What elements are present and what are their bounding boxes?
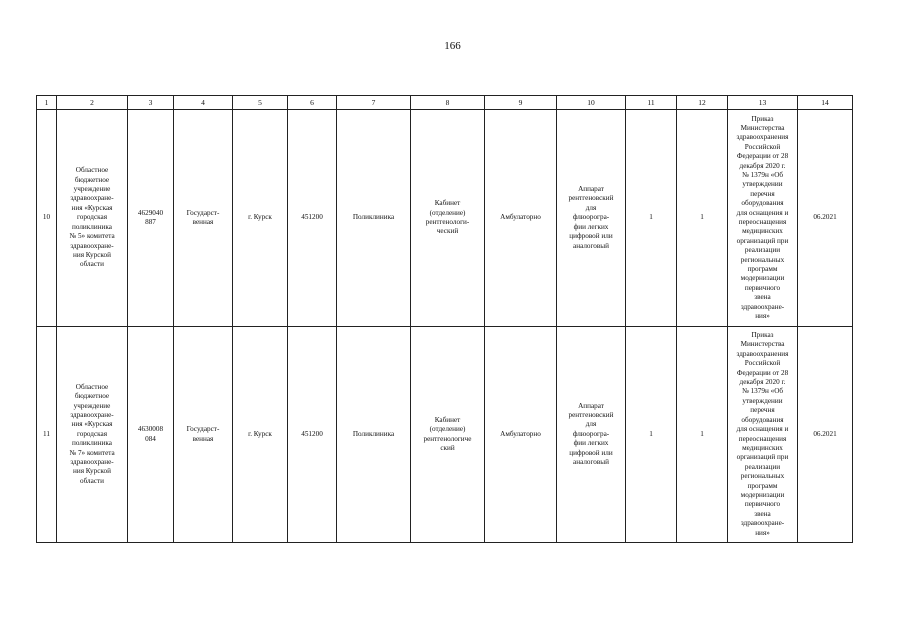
city-cell: г. Курск bbox=[233, 110, 288, 327]
quantity-cell: 1 bbox=[626, 110, 677, 327]
column-header: 12 bbox=[677, 96, 728, 110]
department-cell: Кабинет (отделение) рентгенологиче ский bbox=[411, 327, 485, 543]
date-cell: 06.2021 bbox=[798, 110, 853, 327]
column-header: 5 bbox=[233, 96, 288, 110]
legal-basis-cell: Приказ Министерства здравоохранения Российской Федерации от 28 декабря 2020 г. № 1379н «Об утверждении перечня оборудования для оснащения и переоснащения медицинских организаций при реализации региональных программ модернизации первичного звена здравоохране- ния» bbox=[728, 327, 798, 543]
column-header: 2 bbox=[57, 96, 128, 110]
equipment-cell: Аппарат рентгеновский для флюорогра- фии легких цифровой или аналоговый bbox=[557, 327, 626, 543]
column-header: 3 bbox=[128, 96, 174, 110]
facility-type-cell: Поликлиника bbox=[337, 110, 411, 327]
column-header: 4 bbox=[174, 96, 233, 110]
column-header: 1 bbox=[37, 96, 57, 110]
organization-name: Областное бюджетное учреждение здравоохране- ния «Курская городская поликлиника № 5» комитета здравоохране- ния Курской области bbox=[57, 110, 128, 327]
equipment-cell: Аппарат рентгеновский для флюорогра- фии легких цифровой или аналоговый bbox=[557, 110, 626, 327]
column-header: 8 bbox=[411, 96, 485, 110]
organization-name: Областное бюджетное учреждение здравоохране- ния «Курская городская поликлиника № 7» комитета здравоохране- ния Курской области bbox=[57, 327, 128, 543]
column-header: 14 bbox=[798, 96, 853, 110]
ownership-cell: Государст- венная bbox=[174, 327, 233, 543]
city-cell: г. Курск bbox=[233, 327, 288, 543]
quantity-cell: 1 bbox=[677, 110, 728, 327]
row-number: 10 bbox=[37, 110, 57, 327]
department-cell: Кабинет (отделение) рентгенологи- ческий bbox=[411, 110, 485, 327]
care-mode-cell: Амбулаторно bbox=[485, 327, 557, 543]
date-cell: 06.2021 bbox=[798, 327, 853, 543]
ownership-cell: Государст- венная bbox=[174, 110, 233, 327]
row-number: 11 bbox=[37, 327, 57, 543]
column-header: 7 bbox=[337, 96, 411, 110]
quantity-cell: 1 bbox=[677, 327, 728, 543]
facility-type-cell: Поликлиника bbox=[337, 327, 411, 543]
table-row bbox=[37, 327, 853, 543]
inn-cell: 4630008 084 bbox=[128, 327, 174, 543]
quantity-cell: 1 bbox=[626, 327, 677, 543]
table-row bbox=[37, 110, 853, 327]
table-header-row bbox=[37, 96, 853, 110]
inn-cell: 4629040 887 bbox=[128, 110, 174, 327]
column-header: 13 bbox=[728, 96, 798, 110]
column-header: 9 bbox=[485, 96, 557, 110]
column-header: 11 bbox=[626, 96, 677, 110]
index-cell: 451200 bbox=[288, 327, 337, 543]
page-number: 166 bbox=[444, 40, 461, 52]
equipment-table bbox=[36, 95, 853, 543]
column-header: 6 bbox=[288, 96, 337, 110]
legal-basis-cell: Приказ Министерства здравоохранения Российской Федерации от 28 декабря 2020 г. № 1379н «Об утверждении перечня оборудования для оснащения и переоснащения медицинских организаций при реализации региональных программ модернизации первичного звена здравоохране- ния» bbox=[728, 110, 798, 327]
care-mode-cell: Амбулаторно bbox=[485, 110, 557, 327]
index-cell: 451200 bbox=[288, 110, 337, 327]
column-header: 10 bbox=[557, 96, 626, 110]
